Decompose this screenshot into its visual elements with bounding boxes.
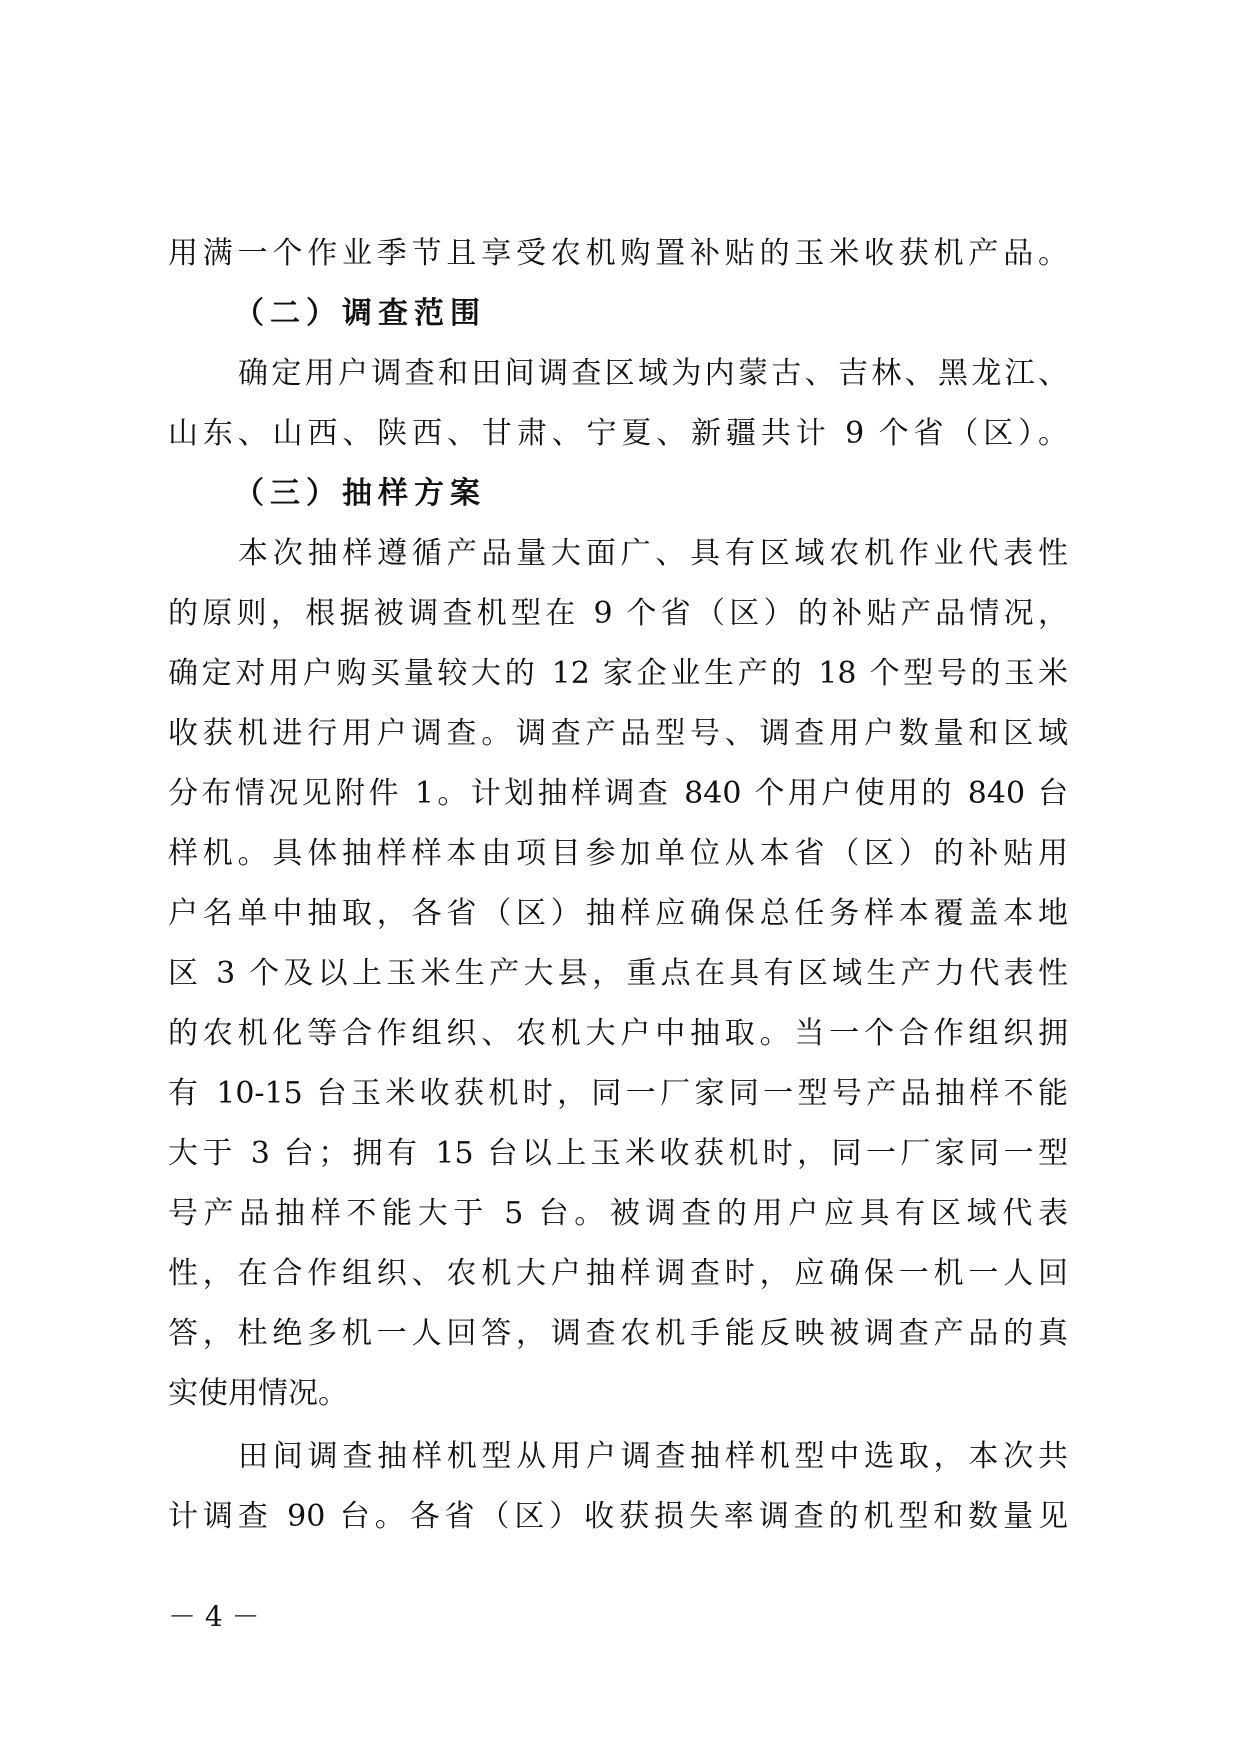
- body-line: 样机。具体抽样样本由项目参加单位从本省（区）的补贴用: [168, 836, 1068, 871]
- page-number: － 4 －: [168, 1600, 260, 1633]
- body-line: 确定用户调查和田间调查区域为内蒙古、吉林、黑龙江、: [238, 356, 1068, 391]
- body-line: 号产品抽样不能大于 5 台。被调查的用户应具有区域代表: [168, 1196, 1068, 1231]
- section-heading-scope: （二）调查范围: [234, 296, 486, 331]
- body-line: 的原则，根据被调查机型在 9 个省（区）的补贴产品情况，: [168, 596, 1068, 631]
- body-line: 大于 3 台；拥有 15 台以上玉米收获机时，同一厂家同一型: [168, 1136, 1068, 1171]
- body-line: 户名单中抽取，各省（区）抽样应确保总任务样本覆盖本地: [168, 896, 1068, 931]
- body-line: 本次抽样遵循产品量大面广、具有区域农机作业代表性: [238, 536, 1068, 571]
- body-line: 山东、山西、陕西、甘肃、宁夏、新疆共计 9 个省（区）。: [168, 416, 1068, 451]
- body-line: 区 3 个及以上玉米生产大县，重点在具有区域生产力代表性: [168, 956, 1068, 991]
- body-line: 田间调查抽样机型从用户调查抽样机型中选取，本次共: [238, 1439, 1068, 1474]
- body-line: 实使用情况。: [168, 1376, 348, 1411]
- body-line: 答，杜绝多机一人回答，调查农机手能反映被调查产品的真: [168, 1316, 1068, 1351]
- body-line: 的农机化等合作组织、农机大户中抽取。当一个合作组织拥: [168, 1016, 1068, 1051]
- body-line: 收获机进行用户调查。调查产品型号、调查用户数量和区域: [168, 716, 1068, 751]
- body-line: 有 10-15 台玉米收获机时，同一厂家同一型号产品抽样不能: [168, 1076, 1068, 1111]
- section-heading-sampling: （三）抽样方案: [234, 476, 486, 511]
- body-line: 性，在合作组织、农机大户抽样调查时，应确保一机一人回: [168, 1256, 1068, 1291]
- body-line: 分布情况见附件 1。计划抽样调查 840 个用户使用的 840 台: [168, 776, 1068, 811]
- body-line: 确定对用户购买量较大的 12 家企业生产的 18 个型号的玉米: [168, 656, 1068, 691]
- body-line: 用满一个作业季节且享受农机购置补贴的玉米收获机产品。: [168, 236, 1068, 271]
- body-line: 计调查 90 台。各省（区）收获损失率调查的机型和数量见: [168, 1499, 1068, 1534]
